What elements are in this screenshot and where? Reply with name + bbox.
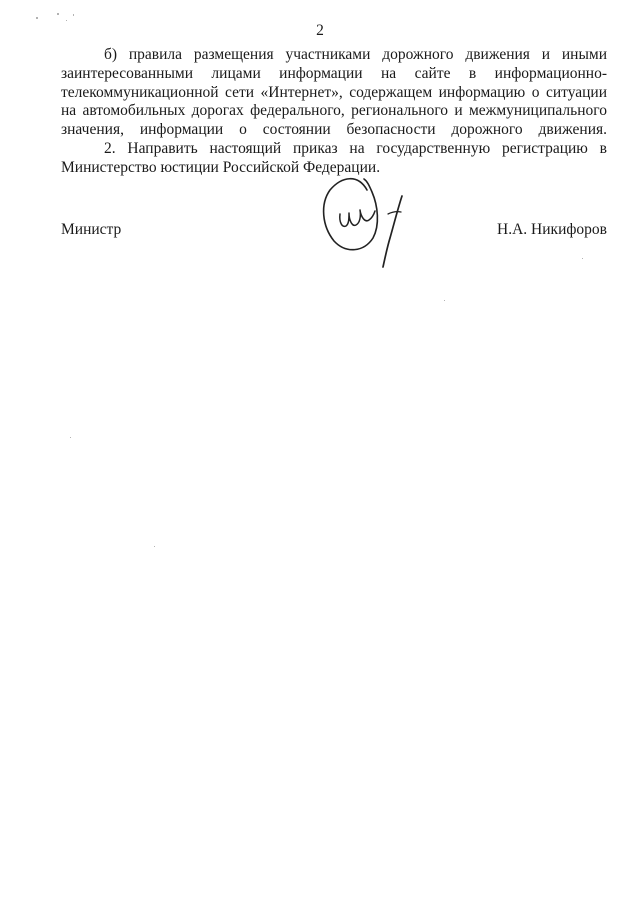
signature-hook [388, 212, 401, 214]
scan-speck [36, 17, 38, 19]
scan-speck [70, 437, 71, 438]
document-body [61, 46, 607, 178]
scan-speck [66, 20, 67, 21]
signature-block [61, 221, 607, 243]
scan-speck [582, 258, 583, 259]
scan-speck [57, 13, 59, 15]
scan-speck [444, 300, 445, 301]
handwritten-signature [318, 168, 408, 268]
paragraph-2-registration: 2. Направить настоящий приказ на государственную регистрацию в Министерство юстиции Российской Федерации. [61, 139, 607, 176]
signer-name: Н.А. Никифоров [497, 221, 607, 238]
scan-speck [154, 546, 155, 547]
paragraph-b-rules: б) правила размещения участниками дорожного движения и иными заинтересованными лицами информации на сайте в информационно-телекоммуникационной сети «Интернет», содержащем информацию о ситуации на автомобильных дорогах федерального, регионального и межмуниципального значения, информации о состоянии безопасности дорожного движения. [61, 46, 607, 139]
scan-speck [73, 14, 74, 16]
signer-position: Министр [61, 221, 122, 238]
page-number: 2 [316, 22, 324, 39]
